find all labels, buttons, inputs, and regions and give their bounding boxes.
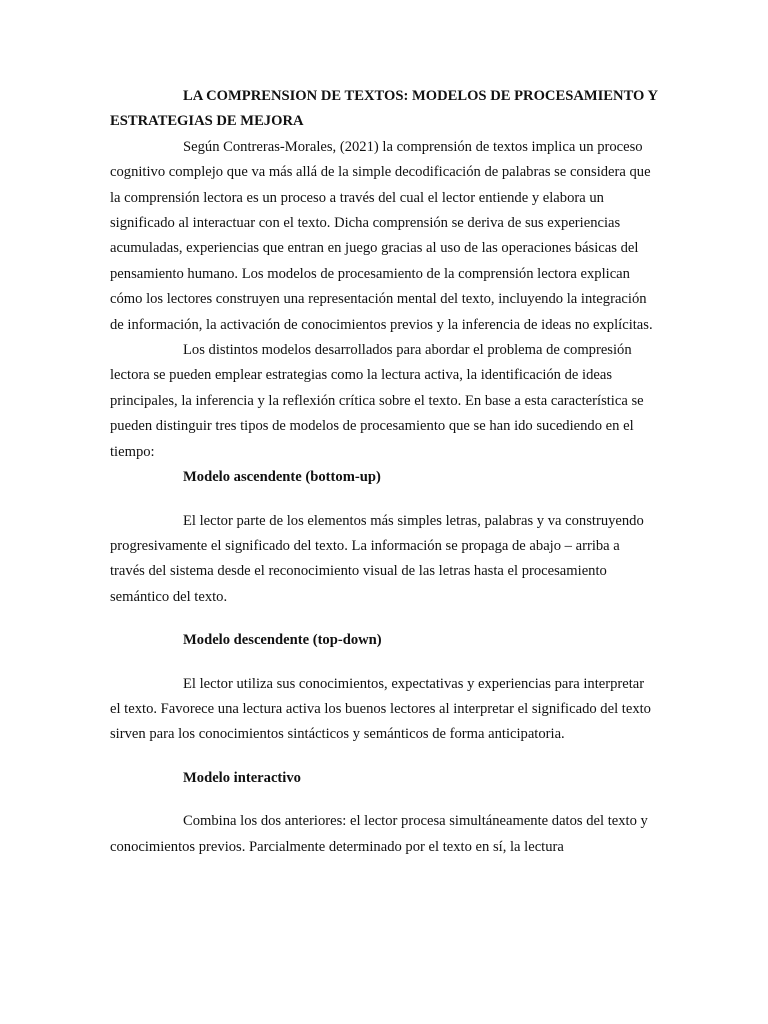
section-heading-top-down: Modelo descendente (top-down) bbox=[183, 632, 382, 649]
spacer bbox=[110, 610, 658, 628]
section-heading-interactive: Modelo interactivo bbox=[183, 769, 301, 786]
paragraph-intro: Según Contreras-Morales, (2021) la comprensión de textos implica un proceso cognitivo complejo que va más allá de la simple decodificación de palabras se considera que la comprensión lectora es un proceso a través del cual el lector entiende y elabora un significado al interactuar con el texto. Dicha comprensión se deriva de sus experiencias acumuladas, experiencias que entran en juego gracias al uso de las operaciones básicas del pensamiento humano. Los modelos de procesamiento de la comprensión lectora explican cómo los lectores construyen una representación mental del texto, incluyendo la integración de información, la activación de conocimientos previos y la inferencia de ideas no explícitas. bbox=[110, 138, 653, 333]
document-title: LA COMPRENSION DE TEXTOS: MODELOS DE PROCESAMIENTO Y ESTRATEGIAS DE MEJORA bbox=[110, 88, 658, 130]
document-page bbox=[110, 84, 658, 860]
spacer bbox=[110, 748, 658, 766]
paragraph-models: Los distintos modelos desarrollados para abordar el problema de compresión lectora se pueden emplear estrategias como la lectura activa, la identificación de ideas principales, la inferencia y la reflexión crítica sobre el texto. En base a esta característica se pueden distinguir tres tipos de modelos de procesamiento que se han ido sucediendo en el tiempo: bbox=[110, 342, 644, 460]
section-heading-bottom-up: Modelo ascendente (bottom-up) bbox=[183, 469, 381, 486]
section-text-top-down: El lector utiliza sus conocimientos, expectativas y experiencias para interpretar el texto. Favorece una lectura activa los buenos lectores al interpretar el significado del texto sirven para los conocimientos sintácticos y semánticos de forma anticipatoria. bbox=[110, 675, 651, 743]
spacer bbox=[110, 791, 658, 809]
section-text-bottom-up: El lector parte de los elementos más simples letras, palabras y va construyendo progresivamente el significado del texto. La información se propaga de abajo – arriba a través del sistema desde el reconocimiento visual de las letras hasta el procesamiento semántico del texto. bbox=[110, 512, 644, 605]
section-text-interactive: Combina los dos anteriores: el lector procesa simultáneamente datos del texto y conocimientos previos. Parcialmente determinado por el texto en sí, la lectura bbox=[110, 813, 648, 855]
spacer bbox=[110, 654, 658, 672]
spacer bbox=[110, 491, 658, 509]
